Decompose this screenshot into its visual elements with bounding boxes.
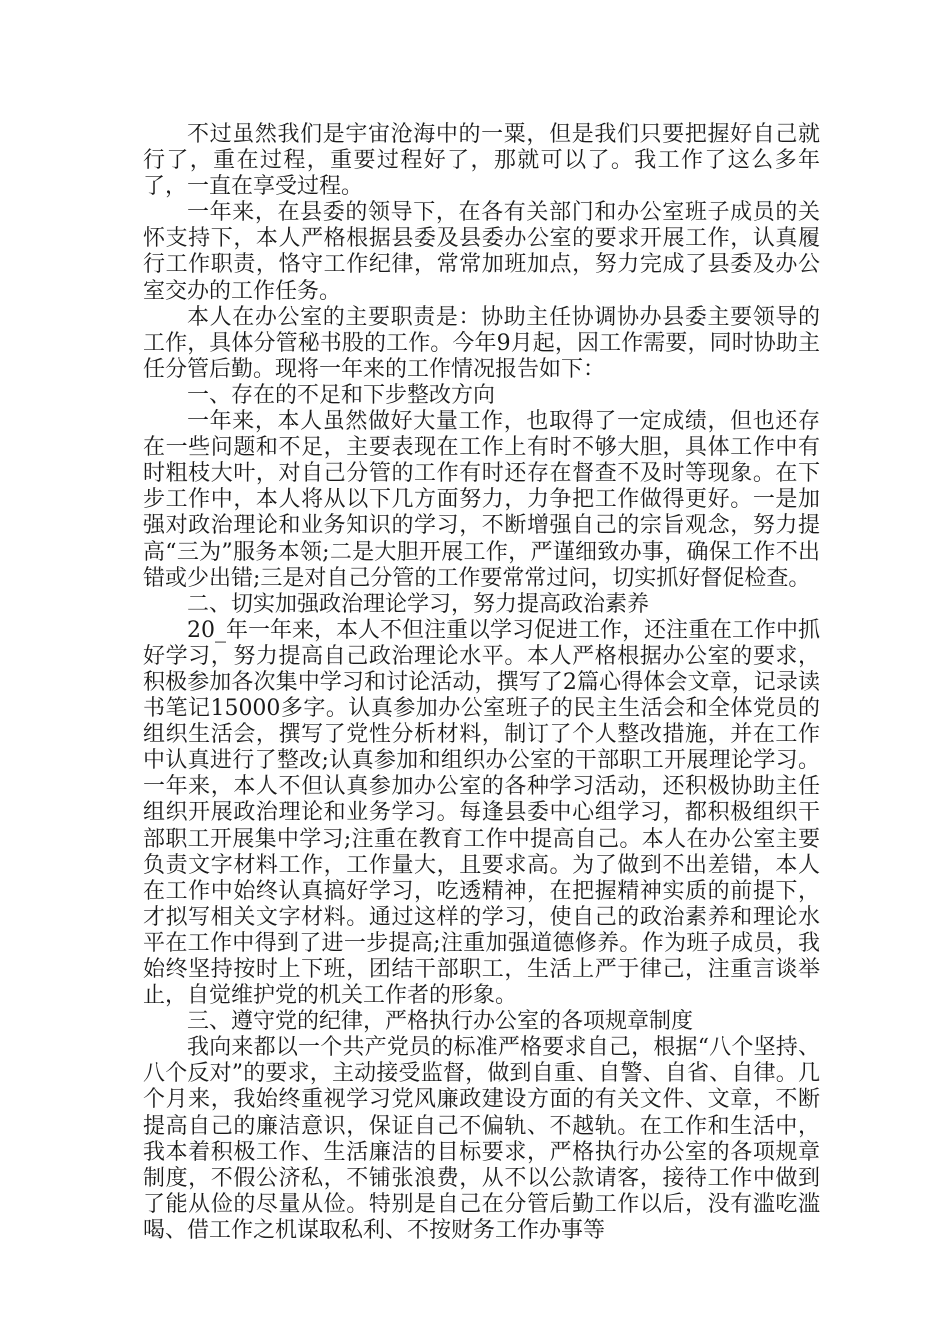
document-body: [143, 122, 820, 1244]
section-heading: 一、存在的不足和下步整改方向: [187, 382, 496, 408]
paragraph: 不过虽然我们是宇宙沧海中的一粟，但是我们只要把握好自己就行了，重在过程，重要过程好了，那就可以了。我工作了这么多年了，一直在享受过程。: [143, 122, 820, 200]
paragraph: 我向来都以一个共产党员的标准严格要求自己，根据“八个坚持、八个反对”的要求，主动接受监督，做到自重、自警、自省、自律。几个月来，我始终重视学习党风廉政建设方面的有关文件、文章，不断提高自己的廉洁意识，保证自己不偏轨、不越轨。在工作和生活中，我本着积极工作、生活廉洁的目标要求，严格执行办公室的各项规章制度，不假公济私，不铺张浪费，从不以公款请客，接待工作中做到了能从俭的尽量从俭。特别是自己在分管后勤工作以后，没有滥吃滥喝、借工作之机谋取私利、不按财务工作办事等: [143, 1035, 820, 1243]
paragraph: 一年来，本人虽然做好大量工作，也取得了一定成绩，但也还存在一些问题和不足，主要表现在工作上有时不够大胆，具体工作中有时粗枝大叶，对自己分管的工作有时还存在督查不及时等现象。在下步工作中，本人将从以下几方面努力，力争把工作做得更好。一是加强对政治理论和业务知识的学习，不断增强自己的宗旨观念，努力提高“三为”服务本领;二是大胆开展工作，严谨细致办事，确保工作不出错或少出错;三是对自己分管的工作要常常过问，切实抓好督促检查。: [143, 409, 820, 591]
section-heading: 三、遵守党的纪律，严格执行办公室的各项规章制度: [187, 1009, 694, 1035]
paragraph: 一年来，在县委的领导下，在各有关部门和办公室班子成员的关怀支持下，本人严格根据县委及县委办公室的要求开展工作，认真履行工作职责，恪守工作纪律，常常加班加点，努力完成了县委及办公室交办的工作任务。: [143, 200, 820, 304]
paragraph: 20_年一年来，本人不但注重以学习促进工作，还注重在工作中抓好学习，努力提高自己政治理论水平。本人严格根据办公室的要求，积极参加各次集中学习和讨论活动，撰写了2篇心得体会文章，记录读书笔记15000多字。认真参加办公室班子的民主生活会和全体党员的组织生活会，撰写了党性分析材料，制订了个人整改措施，并在工作中认真进行了整改;认真参加和组织办公室的干部职工开展理论学习。一年来，本人不但认真参加办公室的各种学习活动，还积极协助主任组织开展政治理论和业务学习。每逢县委中心组学习，都积极组织干部职工开展集中学习;注重在教育工作中提高自己。本人在办公室主要负责文字材料工作，工作量大，且要求高。为了做到不出差错，本人在工作中始终认真搞好学习，吃透精神，在把握精神实质的前提下，才拟写相关文字材料。通过这样的学习，使自己的政治素养和理论水平在工作中得到了进一步提高;注重加强道德修养。作为班子成员，我始终坚持按时上下班，团结干部职工，生活上严于律己，注重言谈举止，自觉维护党的机关工作者的形象。: [143, 617, 820, 1009]
paragraph: 本人在办公室的主要职责是：协助主任协调协办县委主要领导的工作，具体分管秘书股的工作。今年9月起，因工作需要，同时协助主任分管后勤。现将一年来的工作情况报告如下：: [143, 304, 820, 382]
section-heading: 二、切实加强政治理论学习，努力提高政治素养: [187, 591, 650, 617]
